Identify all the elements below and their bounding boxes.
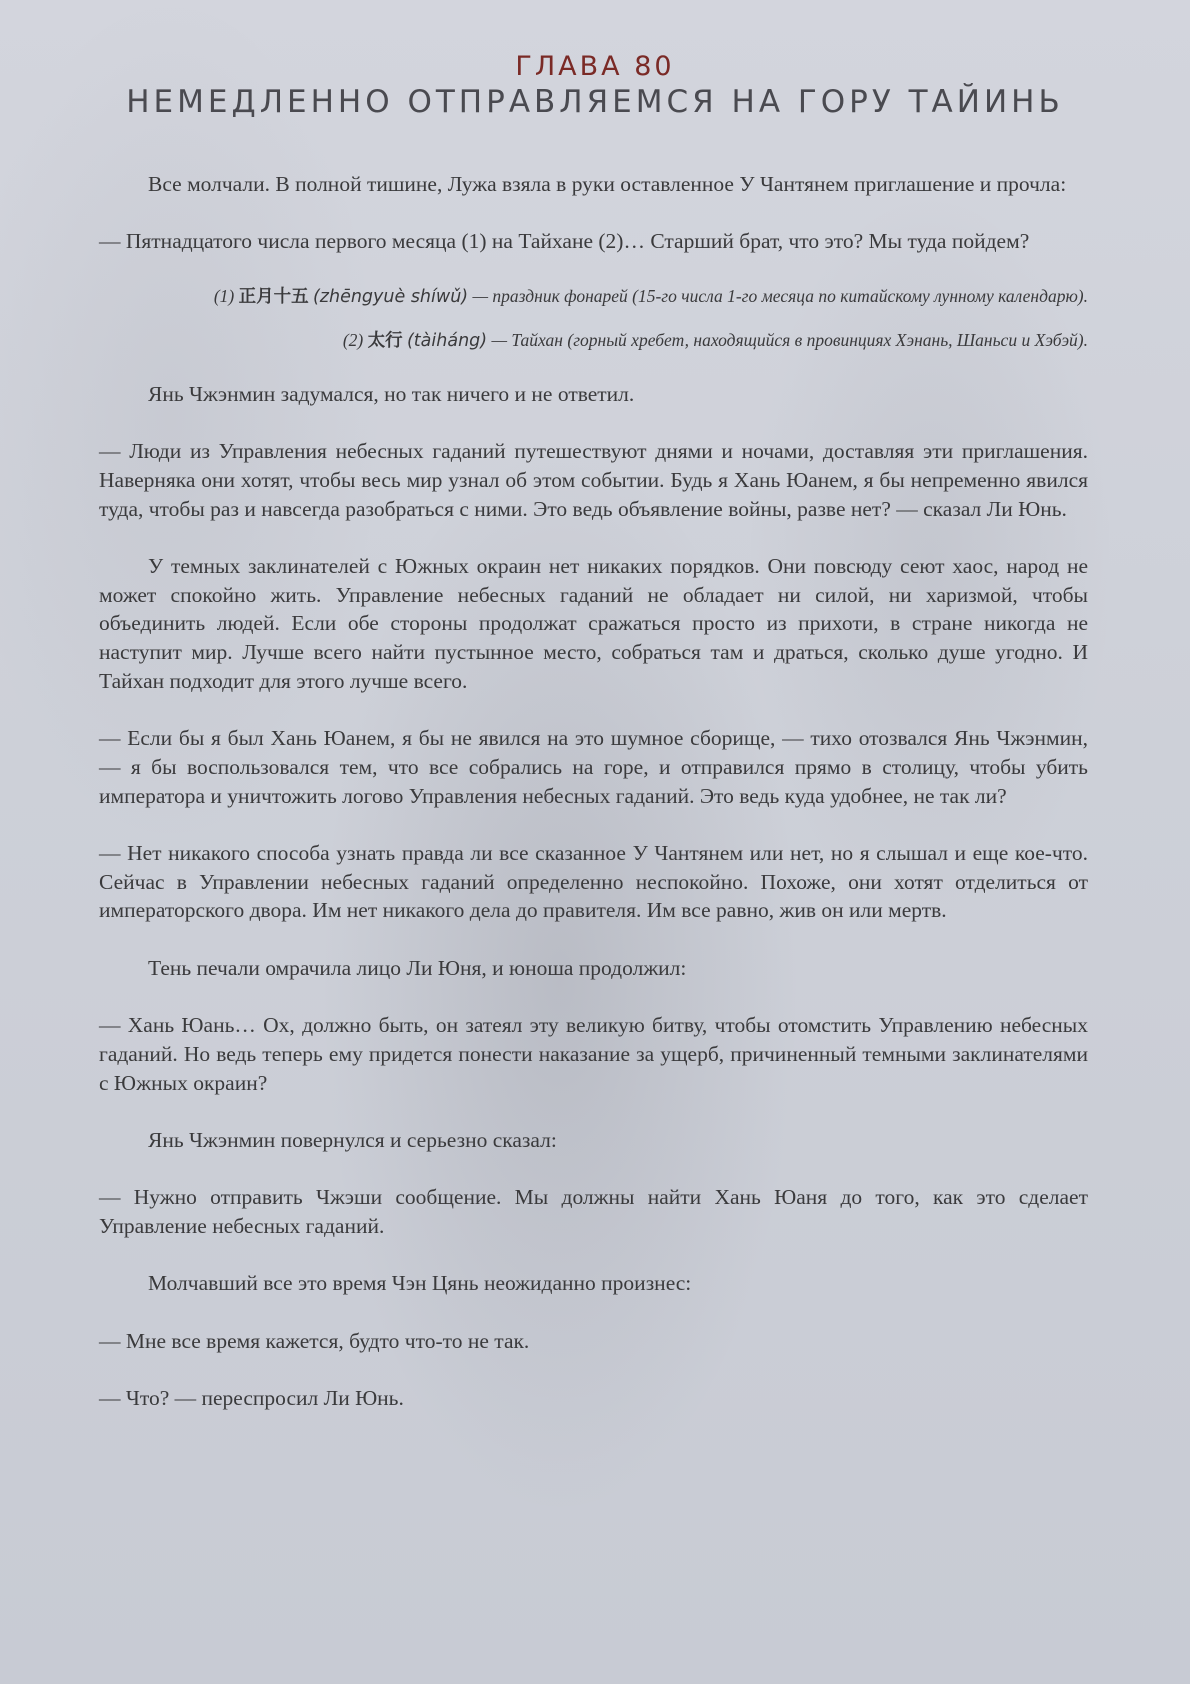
paragraph-9: — Хань Юань… Ох, должно быть, он затеял эту великую битву, чтобы отомстить Управлению небесных гаданий. Но ведь теперь ему придется понести наказание за ущерб, причиненный темными заклинателями с Южных окраин?: [99, 1013, 1088, 1095]
paragraph-10: Янь Чжэнмин повернулся и серьезно сказал:: [148, 1127, 557, 1152]
paragraph-7: — Нет никакого способа узнать правда ли все сказанное У Чантянем или нет, но я слышал и еще кое-что. Сейчас в Управлении небесных гаданий определенно неспокойно. Похоже, они хотят отделиться от императорского двора. Им нет никакого дела до правителя. Им все равно, жив он или мертв.: [99, 840, 1088, 923]
paragraph-5: У темных заклинателей с Южных окраин нет никаких порядков. Они повсюду сеют хаос, народ не может спокойно жить. Управление небесных гаданий не обладает ни силой, ни харизмой, чтобы объединить людей. Если обе стороны продолжат сражаться просто из прихоти, в стране никогда не наступит мир. Лучше всего найти пустынное место, собраться там и драться, сколько душе угодно. И Тайхан подходит для этого лучше всего.: [99, 553, 1088, 693]
paragraph-6: — Если бы я был Хань Юанем, я бы не явился на это шумное сборище, — тихо отозвался Янь Чжэнмин, — я бы воспользовался тем, что все собрались на горе, и отправился прямо в столицу, чтобы убить императора и уничтожить логово Управления небесных гаданий. Это ведь куда удобнее, не так ли?: [99, 726, 1088, 808]
paragraph-1: Все молчали. В полной тишине, Лужа взяла в руки оставленное У Чантянем приглашение и прочла:: [148, 172, 1067, 196]
paragraph-12: Молчавший все это время Чэн Цянь неожиданно произнес:: [148, 1271, 692, 1296]
paragraph-14: — Что? — переспросил Ли Юнь.: [99, 1386, 404, 1411]
footnote-2-hanzi: 太行: [367, 331, 403, 352]
chapter-body: [99, 170, 1088, 1442]
paragraph-11: — Нужно отправить Чжэши сообщение. Мы должны найти Хань Юаня до того, как это сделает Управление небесных гаданий.: [99, 1185, 1088, 1239]
footnote-1-pinyin: (zhēngyuè shíwǔ): [312, 286, 469, 307]
footnote-2-text: — Тайхан (горный хребет, находящийся в провинциях Хэнань, Шаньси и Хэбэй).: [491, 330, 1088, 351]
paragraph-3: Янь Чжэнмин задумался, но так ничего и не ответил.: [148, 381, 635, 406]
footnote-2-pinyin: (tàiháng): [406, 331, 488, 352]
footnote-1-hanzi: 正月十五: [238, 286, 309, 307]
paragraph-13: — Мне все время кажется, будто что-то не так.: [99, 1328, 530, 1353]
footnote-1-text: — праздник фонарей (15-го числа 1-го месяца по китайскому лунному календарю).: [472, 285, 1088, 306]
paragraph-2: — Пятнадцатого числа первого месяца (1) на Тайхане (2)… Старший брат, что это? Мы туда пойдем?: [99, 229, 1030, 254]
footnote-1: [99, 285, 1088, 310]
chapter-title: НЕМЕДЛЕННО ОТПРАВЛЯЕМСЯ НА ГОРУ ТАЙИНЬ: [126, 84, 1064, 120]
paragraph-4: — Люди из Управления небесных гаданий путешествуют днями и ночами, доставляя эти приглашения. Наверняка они хотят, чтобы весь мир узнал об этом событии. Будь я Хань Юанем, я бы непременно явился туда, чтобы раз и навсегда разобраться с ними. Это ведь объявление войны, разве нет? — сказал Ли Юнь.: [99, 439, 1088, 521]
footnote-2-number: (2): [342, 330, 364, 351]
footnote-1-number: (1): [213, 285, 235, 306]
paragraph-8: Тень печали омрачила лицо Ли Юня, и юноша продолжил:: [148, 955, 687, 980]
chapter-number: ГЛАВА 80: [515, 51, 675, 82]
footnote-2: [99, 329, 1088, 354]
